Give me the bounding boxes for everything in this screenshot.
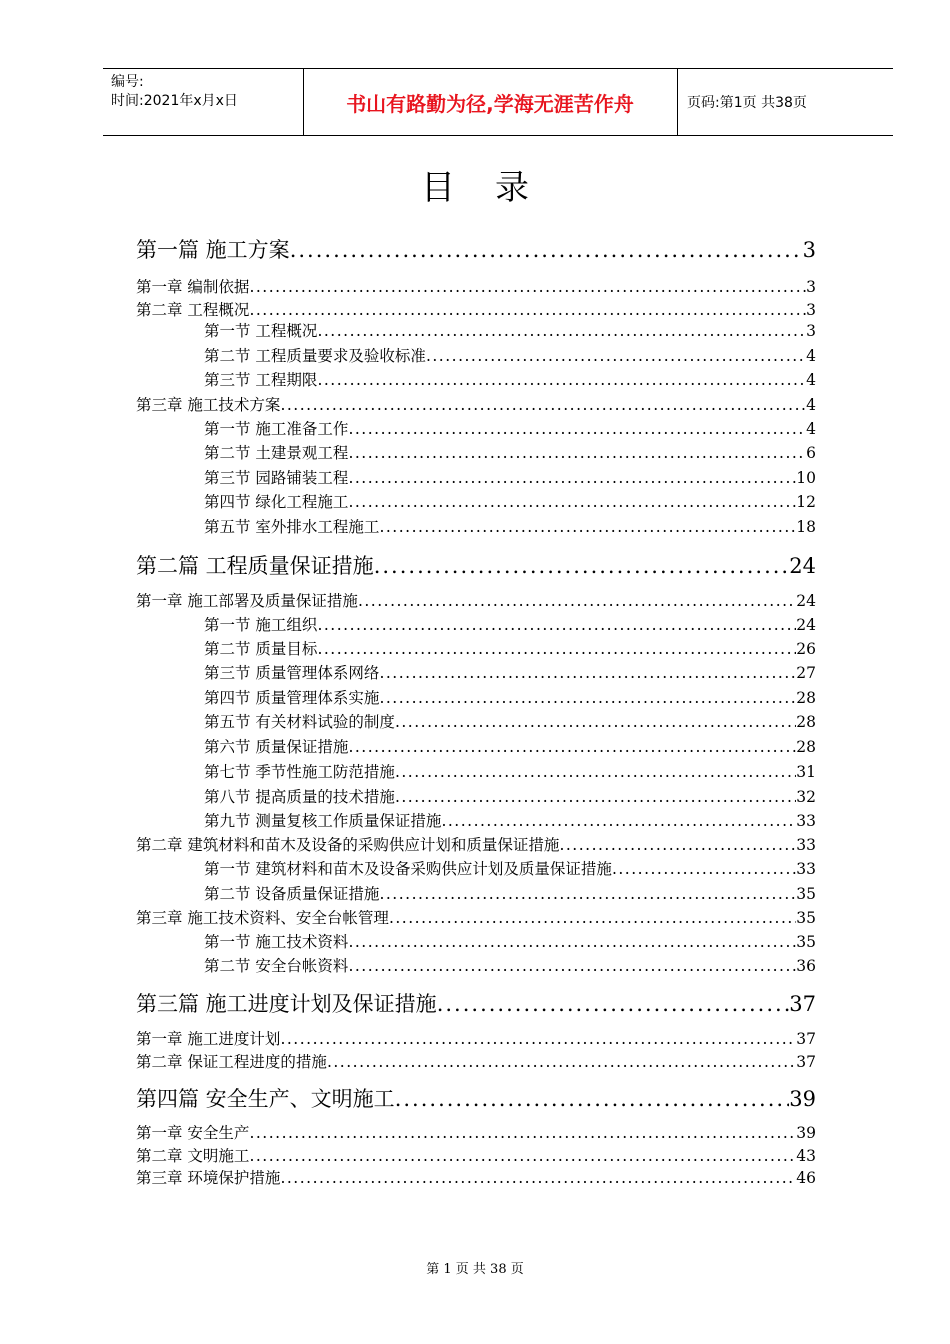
toc-leader-dots [395,711,796,733]
toc-leader-dots [348,955,796,977]
toc-entry-page: 39 [796,1124,816,1142]
toc-entry-page: 46 [796,1169,816,1187]
toc-entry-page: 6 [806,444,816,462]
toc-entry-label: 第八节 提高质量的技术措施 [204,788,395,806]
toc-leader-dots [437,990,790,1018]
toc-entry-page: 37 [796,1030,816,1048]
toc-entry-page: 18 [796,518,816,536]
toc-leader-dots [249,276,806,298]
toc-entry [136,1167,816,1189]
toc-entry-label: 第九节 测量复核工作质量保证措施 [204,812,442,830]
toc-entry [136,931,816,953]
toc-entry-label: 第一节 施工准备工作 [204,420,349,438]
toc-entry-label: 第五节 室外排水工程施工 [204,518,380,536]
toc-leader-dots [348,442,806,464]
toc-entry-label: 第一章 安全生产 [136,1124,250,1142]
toc-entry [136,442,816,464]
toc-entry-label: 第三章 施工技术方案 [136,396,281,414]
toc-entry-label: 第一章 施工部署及质量保证措施 [136,592,358,610]
toc-entry-label: 第二节 工程质量要求及验收标准 [204,347,426,365]
toc-leader-dots [290,236,803,264]
toc-entry [136,711,816,733]
page-footer: 第 1 页 共 38 页 [426,1262,524,1277]
toc-entry-page: 24 [796,592,816,610]
toc-entry [136,907,816,929]
toc-entry [136,491,816,513]
toc-entry-label: 第二章 工程概况 [136,301,250,319]
toc-entry-page: 33 [796,860,816,878]
toc-entry-label: 第一章 编制依据 [136,278,250,296]
toc-entry-label: 第二章 文明施工 [136,1147,250,1165]
toc-entry-label: 第五节 有关材料试验的制度 [204,713,395,731]
toc-entry-page: 4 [806,420,816,438]
toc-leader-dots [379,883,796,905]
toc-entry [136,1145,816,1167]
toc-leader-dots [395,1085,790,1113]
toc-entry-label: 第一节 工程概况 [204,322,318,340]
toc-entry [136,687,816,709]
toc-entry-label: 第四篇 安全生产、文明施工 [136,1087,395,1111]
toc-leader-dots [348,736,796,758]
toc-entry [136,418,816,440]
toc-leader-dots [379,662,796,684]
toc-entry [136,345,816,367]
toc-entry-page: 10 [796,469,816,487]
toc-entry [136,467,816,489]
toc-entry-label: 第一章 施工进度计划 [136,1030,281,1048]
number-label: 编号: [111,74,144,90]
toc-entry-page: 35 [796,909,816,927]
toc-entry-label: 第三章 施工技术资料、安全台帐管理 [136,909,389,927]
toc-entry [136,369,816,391]
toc-leader-dots [249,1122,796,1144]
toc-entry-label: 第六节 质量保证措施 [204,738,349,756]
toc-entry-label: 第三节 工程期限 [204,371,318,389]
toc-entry-page: 28 [796,689,816,707]
toc-entry-page: 35 [796,933,816,951]
toc-leader-dots [426,345,806,367]
toc-entry-page: 3 [806,301,816,319]
toc-entry-page: 12 [796,493,816,511]
toc-entry [136,590,816,612]
toc-leader-dots [348,491,796,513]
toc-leader-dots [249,299,806,321]
toc-entry-label: 第三篇 施工进度计划及保证措施 [136,992,437,1016]
toc-leader-dots [379,516,796,538]
toc-entry-page: 24 [796,616,816,634]
toc-entry-label: 第二篇 工程质量保证措施 [136,554,374,578]
toc-leader-dots [348,418,806,440]
toc-leader-dots [317,369,806,391]
toc-entry-page: 33 [796,836,816,854]
toc-leader-dots [280,1028,796,1050]
header-divider [677,69,678,135]
toc-entry-page: 4 [806,347,816,365]
toc-entry-label: 第二节 设备质量保证措施 [204,885,380,903]
toc-entry-page: 32 [796,788,816,806]
toc-entry-label: 第一节 建筑材料和苗木及设备采购供应计划及质量保证措施 [204,860,612,878]
toc-leader-dots [280,394,806,416]
toc-entry [136,810,816,832]
header-motto: 书山有路勤为径,学海无涯苦作舟 [346,91,634,116]
toc-entry-page: 4 [806,396,816,414]
toc-entry-label: 第三章 环境保护措施 [136,1169,281,1187]
toc-entry-label: 第二章 保证工程进度的措施 [136,1053,327,1071]
toc-entry-page: 37 [796,1053,816,1071]
toc-entry-page: 24 [789,554,816,578]
toc-entry [136,1051,816,1073]
toc-entry [136,955,816,977]
toc-entry-label: 第七节 季节性施工防范措施 [204,763,395,781]
page-header [103,68,893,136]
toc-entry-page: 37 [789,992,816,1016]
toc-entry-page: 33 [796,812,816,830]
time-label: 时间:2021年x月x日 [111,93,238,109]
toc-entry [136,516,816,538]
toc-leader-dots [317,638,796,660]
toc-leader-dots [395,761,796,783]
toc-leader-dots [389,907,796,929]
header-page-info: 页码:第1页 共38页 [687,95,807,111]
toc-entry-label: 第一节 施工技术资料 [204,933,349,951]
toc-entry [136,662,816,684]
toc-leader-dots [374,552,790,580]
toc-entry-page: 28 [796,713,816,731]
toc-entry [136,736,816,758]
toc-entry [136,990,816,1018]
toc-leader-dots [280,1167,796,1189]
toc-entry [136,394,816,416]
toc-leader-dots [317,614,796,636]
toc-entry-label: 第二节 安全台帐资料 [204,957,349,975]
toc-leader-dots [358,590,796,612]
toc-entry [136,1028,816,1050]
toc-entry [136,236,816,264]
toc-leader-dots [317,320,806,342]
toc-entry-label: 第四节 绿化工程施工 [204,493,349,511]
toc-entry-label: 第一篇 施工方案 [136,238,290,262]
toc-entry [136,320,816,342]
toc-entry [136,638,816,660]
toc-entry [136,858,816,880]
toc-entry-page: 3 [802,238,816,262]
toc-entry-page: 26 [796,640,816,658]
toc-entry-page: 28 [796,738,816,756]
toc-entry-page: 36 [796,957,816,975]
toc-leader-dots [249,1145,796,1167]
toc-entry-label: 第一节 施工组织 [204,616,318,634]
toc-entry-page: 39 [789,1087,816,1111]
toc-entry-label: 第三节 质量管理体系网络 [204,664,380,682]
toc-entry-page: 4 [806,371,816,389]
toc-entry [136,786,816,808]
toc-leader-dots [348,931,796,953]
toc-leader-dots [559,834,796,856]
toc-entry [136,1122,816,1144]
toc-leader-dots [327,1051,796,1073]
page-title: 目录 [421,168,569,208]
header-meta [111,73,301,111]
toc-entry-label: 第二章 建筑材料和苗木及设备的采购供应计划和质量保证措施 [136,836,560,854]
toc-leader-dots [441,810,796,832]
toc-entry [136,614,816,636]
toc-entry [136,299,816,321]
toc-entry-label: 第三节 园路铺装工程 [204,469,349,487]
toc-leader-dots [348,467,796,489]
toc-leader-dots [379,687,796,709]
toc-entry-label: 第二节 土建景观工程 [204,444,349,462]
toc-leader-dots [612,858,796,880]
toc-entry-page: 3 [806,278,816,296]
toc-entry [136,834,816,856]
toc-entry [136,1085,816,1113]
toc-entry [136,761,816,783]
toc-entry [136,883,816,905]
toc-leader-dots [395,786,796,808]
toc-entry [136,552,816,580]
toc-entry-label: 第二节 质量目标 [204,640,318,658]
toc-entry-page: 43 [796,1147,816,1165]
toc-entry-page: 27 [796,664,816,682]
toc-entry-page: 31 [796,763,816,781]
toc-entry-label: 第四节 质量管理体系实施 [204,689,380,707]
toc-entry-page: 3 [806,322,816,340]
toc-entry [136,276,816,298]
toc-entry-page: 35 [796,885,816,903]
